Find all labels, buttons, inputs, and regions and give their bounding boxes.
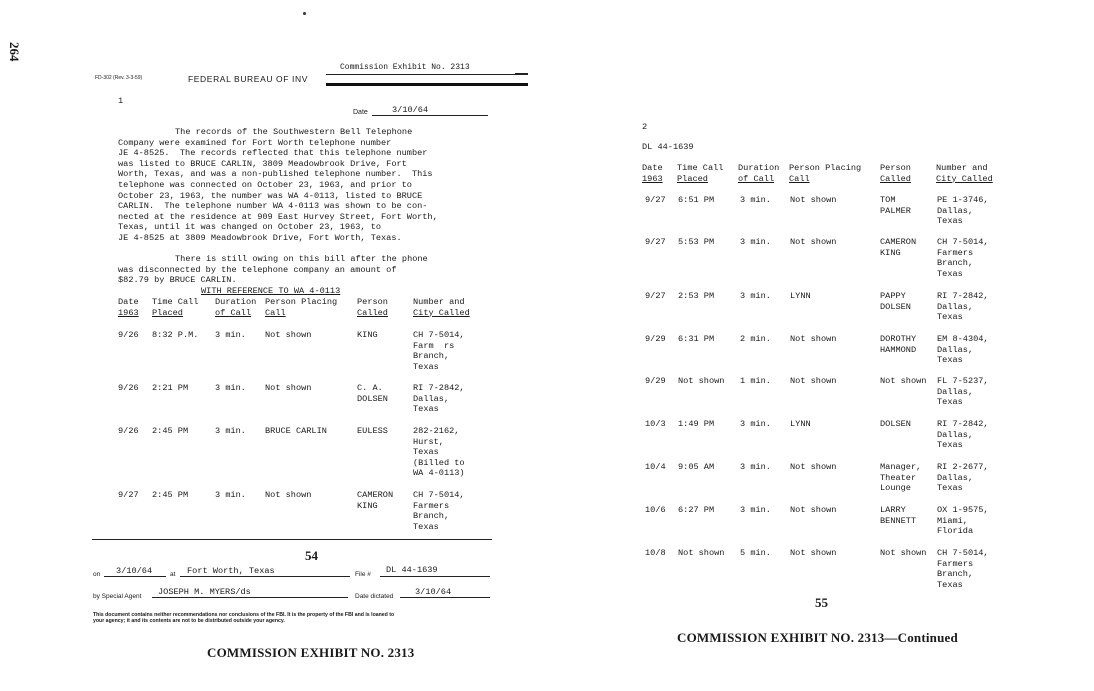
agent-value: JOSEPH M. MYERS/ds <box>158 587 251 597</box>
cell-placer: Not shown <box>790 376 837 386</box>
cell-date: 9/27 <box>645 237 666 247</box>
at-value: Fort Worth, Texas <box>187 566 275 576</box>
form-code: FD-302 (Rev. 3-3-59) <box>95 75 143 81</box>
cell-called: Not shown <box>880 376 927 386</box>
header-exhibit-label: Commission Exhibit No. 2313 <box>340 63 470 72</box>
cell-time: 9:05 AM <box>678 462 715 472</box>
cell-duration: 3 min. <box>740 195 771 205</box>
cell-time: 6:31 PM <box>678 334 715 344</box>
cell-duration: 3 min. <box>215 426 246 436</box>
side-page-number: 264 <box>7 42 22 62</box>
para1-line: JE 4-8525. The records reflected that this telephone number <box>118 148 428 159</box>
paragraph-2 <box>118 254 428 286</box>
cell-duration: 2 min. <box>740 334 771 344</box>
header-time: Time Call Placed <box>152 297 199 318</box>
cell-placer: Not shown <box>790 548 837 558</box>
at-label: at <box>170 571 176 578</box>
cell-placer: Not shown <box>790 505 837 515</box>
scan-speck <box>303 12 306 15</box>
cell-time: Not shown <box>678 376 725 386</box>
bureau-heading: FEDERAL BUREAU OF INV <box>188 74 308 84</box>
header-placer: Person Placing Call <box>789 163 862 184</box>
cell-called: KING <box>357 330 378 340</box>
header-rule-thick <box>326 83 528 86</box>
para1-line: was listed to BRUCE CARLIN, 3809 Meadowbrook Drive, Fort <box>118 158 407 169</box>
cell-placer: Not shown <box>790 237 837 247</box>
cell-duration: 1 min. <box>740 376 771 386</box>
cell-number: RI 7-2842, Dallas, Texas <box>937 419 989 451</box>
page-marker: 1 <box>118 96 124 106</box>
cell-called: Manager, Theater Lounge <box>880 462 922 494</box>
cell-number: FL 7-5237, Dallas, Texas <box>937 376 989 408</box>
cell-time: 2:45 PM <box>152 426 189 436</box>
right-caption: COMMISSION EXHIBIT NO. 2313—Continued <box>677 630 958 645</box>
cell-duration: 3 min. <box>740 291 771 301</box>
cell-date: 9/27 <box>118 490 139 500</box>
para1-line: Texas, until it was changed on October 23, 1963, to <box>118 222 382 233</box>
cell-duration: 3 min. <box>740 237 771 247</box>
cell-time: 2:53 PM <box>678 291 715 301</box>
para1-line: nected at the residence at 909 East Hurvey Street, Fort Worth, <box>118 211 438 222</box>
cell-date: 9/26 <box>118 426 139 436</box>
right-file-ref: DL 44-1639 <box>642 142 694 152</box>
cell-time: 5:53 PM <box>678 237 715 247</box>
left-caption: COMMISSION EXHIBIT NO. 2313 <box>207 645 415 660</box>
cell-called: DOLSEN <box>880 419 911 429</box>
cell-date: 10/4 <box>645 462 666 472</box>
file-label: File # <box>355 571 371 578</box>
disclaimer: This document contains neither recommendations nor conclusions of the FBI. It is the property of the FBI and is loaned to your agency; it and its contents are not to be distributed outside your agency. <box>93 612 395 624</box>
para1-line: Company were examined for Fort Worth telephone number <box>118 137 392 148</box>
dictated-value: 3/10/64 <box>415 587 452 597</box>
paragraph-1 <box>118 127 438 244</box>
para1-line: Worth, Texas, and was a non-published telephone number. This <box>118 169 433 180</box>
on-label: on <box>93 571 101 578</box>
cell-time: Not shown <box>678 548 725 558</box>
cell-number: RI 7-2842, Dallas, Texas <box>413 383 465 415</box>
cell-time: 2:45 PM <box>152 490 189 500</box>
header-called: Person Called <box>357 297 388 318</box>
at-underline <box>180 576 350 577</box>
cell-placer: Not shown <box>790 462 837 472</box>
cell-date: 10/6 <box>645 505 666 515</box>
file-value: DL 44-1639 <box>386 565 438 575</box>
cell-duration: 3 min. <box>215 330 246 340</box>
para1-line: CARLIN. The telephone number WA 4-0113 was shown to be con- <box>118 201 428 212</box>
cell-duration: 3 min. <box>740 505 771 515</box>
date-label: Date <box>353 109 368 116</box>
cell-time: 2:21 PM <box>152 383 189 393</box>
header-number: Number and City Called <box>413 297 470 318</box>
cell-date: 9/27 <box>645 291 666 301</box>
by-label: by Special Agent <box>93 593 142 600</box>
cell-placer: Not shown <box>265 383 312 393</box>
header-dash <box>515 73 528 75</box>
cell-number: 282-2162, Hurst, Texas (Billed to WA 4-0113) <box>413 426 465 479</box>
cell-called: C. A. DOLSEN <box>357 383 388 404</box>
right-page-number: 55 <box>815 595 828 610</box>
para2-line: $82.79 by BRUCE CARLIN. <box>118 275 237 286</box>
cell-placer: Not shown <box>790 195 837 205</box>
reference-heading: WITH REFERENCE TO WA 4-0113 <box>201 286 341 296</box>
cell-called: CAMERON KING <box>880 237 917 258</box>
para1-line: telephone was connected on October 23, 1963, and prior to <box>118 179 412 190</box>
cell-number: PE 1-3746, Dallas, Texas <box>937 195 989 227</box>
para2-line: There is still owing on this bill after the phone <box>175 254 428 264</box>
cell-date: 9/26 <box>118 330 139 340</box>
cell-number: OX 1-9575, Miami, Florida <box>937 505 989 537</box>
para1-line: October 23, 1963, the number was WA 4-0113, listed to BRUCE <box>118 190 423 201</box>
file-underline <box>380 576 490 577</box>
cell-date: 9/29 <box>645 376 666 386</box>
header-called: Person Called <box>880 163 911 184</box>
header-rule <box>326 74 528 75</box>
date-value: 3/10/64 <box>392 105 429 115</box>
cell-number: RI 7-2842, Dallas, Texas <box>937 291 989 323</box>
header-date: Date 1963 <box>642 163 663 184</box>
cell-placer: Not shown <box>265 330 312 340</box>
cell-duration: 3 min. <box>740 419 771 429</box>
right-page-marker: 2 <box>642 122 648 132</box>
cell-placer: BRUCE CARLIN <box>265 426 327 436</box>
cell-called: TOM PALMER <box>880 195 911 216</box>
para2-line: was disconnected by the telephone company an amount of <box>118 264 397 275</box>
date-underline <box>372 115 488 116</box>
cell-time: 6:27 PM <box>678 505 715 515</box>
cell-called: EULESS <box>357 426 388 436</box>
cell-number: CH 7-5014, Farmers Branch, Texas <box>413 490 465 532</box>
header-time: Time Call Placed <box>677 163 724 184</box>
cell-duration: 3 min. <box>215 383 246 393</box>
cell-date: 10/8 <box>645 548 666 558</box>
cell-number: RI 2-2677, Dallas, Texas <box>937 462 989 494</box>
cell-called: DOROTHY HAMMOND <box>880 334 917 355</box>
cell-date: 9/27 <box>645 195 666 205</box>
header-date: Date 1963 <box>118 297 139 318</box>
para1-line: JE 4-8525 at 3809 Meadowbrook Drive, Fort Worth, Texas. <box>118 232 402 243</box>
cell-called: CAMERON KING <box>357 490 394 511</box>
cell-placer: Not shown <box>265 490 312 500</box>
header-placer: Person Placing Call <box>265 297 338 318</box>
cell-time: 8:32 P.M. <box>152 330 199 340</box>
cell-placer: LYNN <box>790 291 811 301</box>
cell-placer: Not shown <box>790 334 837 344</box>
cell-date: 10/3 <box>645 419 666 429</box>
para1-line: The records of the Southwestern Bell Telephone <box>175 127 413 137</box>
cell-number: CH 7-5014, Farmers Branch, Texas <box>937 548 989 590</box>
cell-placer: LYNN <box>790 419 811 429</box>
cell-duration: 3 min. <box>215 490 246 500</box>
cell-date: 9/26 <box>118 383 139 393</box>
cell-duration: 3 min. <box>740 462 771 472</box>
cell-time: 1:49 PM <box>678 419 715 429</box>
dictated-label: Date dictated <box>355 593 394 600</box>
header-number: Number and City Called <box>936 163 993 184</box>
header-duration: Duration of Call <box>215 297 257 318</box>
header-duration: Duration of Call <box>738 163 780 184</box>
dictated-underline <box>400 597 490 598</box>
on-underline <box>104 576 166 577</box>
cell-date: 9/29 <box>645 334 666 344</box>
on-value: 3/10/64 <box>116 566 153 576</box>
page-number: 54 <box>305 548 318 563</box>
cell-duration: 5 min. <box>740 548 771 558</box>
footer-top-rule <box>92 539 492 540</box>
agent-underline <box>152 597 348 598</box>
cell-called: LARRY BENNETT <box>880 505 917 526</box>
cell-time: 6:51 PM <box>678 195 715 205</box>
cell-number: CH 7-5014, Farm rs Branch, Texas <box>413 330 465 372</box>
cell-called: PAPPY DOLSEN <box>880 291 911 312</box>
cell-number: EM 8-4304, Dallas, Texas <box>937 334 989 366</box>
cell-called: Not shown <box>880 548 927 558</box>
cell-number: CH 7-5014, Farmers Branch, Texas <box>937 237 989 279</box>
